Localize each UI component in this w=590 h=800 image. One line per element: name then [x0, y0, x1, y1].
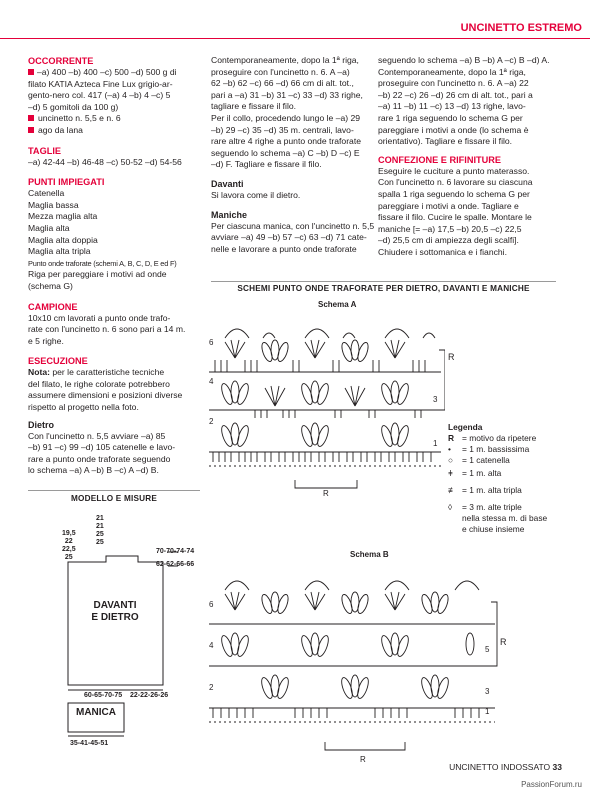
armhole-length-label: 62-62-66-66: [156, 561, 195, 568]
right-line: rare 1 riga seguendo lo schema G per: [378, 112, 523, 123]
left-column: [28, 55, 203, 477]
chain-arches-row-6: [225, 329, 435, 338]
chain-icon: ○: [448, 455, 454, 465]
schema-a-diagram: [205, 310, 445, 500]
row-number: 5: [485, 645, 490, 654]
confezione-line: Eseguire le cuciture a punto materasso.: [378, 165, 530, 176]
header-rule: [0, 38, 590, 39]
punti-item: Maglia alta tripla: [28, 246, 91, 257]
confezione-line: maniche [= –a) 17,5 –b) 20,5 –c) 22,5: [378, 223, 522, 234]
legend-item: ≢ = 1 m. alta tripla: [448, 485, 522, 495]
middle-line: –b) 29 –c) 35 –d) 35 m. centrali, lavo-: [211, 124, 354, 135]
middle-column: [211, 55, 381, 255]
middle-line: Per il collo, procedendo lungo le –a) 29: [211, 112, 361, 123]
sleeve-piece-label: MANICA: [76, 707, 116, 718]
right-line: –b) 22 –c) 26 –d) 26 cm di alt. tot., pari a: [378, 89, 533, 100]
dietro-line: Con l'uncinetto n. 5,5 avviare –a) 85: [28, 430, 166, 441]
schemi-section-title: SCHEMI PUNTO ONDE TRAFORATE PER DIETRO, DAVANTI E MANICHE: [237, 284, 530, 293]
schema-a-label: Schema A: [318, 300, 357, 309]
legend-item: ◊ = 3 m. alte triple: [448, 502, 522, 512]
maniche-line: Per ciascuna manica, con l'uncinetto n. 5,5: [211, 220, 375, 231]
occorrente-line: filato KATIA Azteca Fine Lux grigio-ar-: [28, 78, 173, 89]
punti-heading: PUNTI IMPIEGATI: [28, 177, 105, 188]
confezione-line: Con l'uncinetto n. 6 lavorare su ciascuna: [378, 177, 533, 188]
punti-item: Maglia alta doppia: [28, 234, 98, 245]
punti-item: Maglia bassa: [28, 199, 79, 210]
model-section-title: MODELLO E MISURE: [71, 494, 157, 503]
legend: [448, 422, 558, 535]
repeat-label: R: [323, 489, 329, 498]
row-number: 2: [209, 683, 214, 692]
fan-motifs-lower: [209, 423, 441, 462]
confezione-line: pareggiare i motivi a onde. Tagliare e: [378, 200, 519, 211]
punti-item: Maglia alta: [28, 222, 70, 233]
campione-line: e 5 righe.: [28, 335, 64, 346]
middle-line: proseguire con l'uncinetto n. 6. A –a): [211, 66, 350, 77]
fan-motifs-lower: [209, 675, 495, 718]
nota-line: rispetto al progetto nella foto.: [28, 402, 139, 413]
total-length-label: 70-70-74-74: [156, 548, 195, 555]
occorrente-item: uncinetto n. 5,5 e n. 6: [28, 113, 203, 125]
campione-heading: CAMPIONE: [28, 301, 78, 312]
legend-item: • = 1 m. bassissima: [448, 444, 530, 454]
body-piece-label: DAVANTI E DIETRO: [91, 600, 139, 623]
shoulder-width-label: 19,5 22 22,5 25: [62, 530, 76, 561]
punti-item: (schema G): [28, 280, 73, 291]
row-number: 1: [433, 439, 438, 448]
confezione-line: fissare il filo. Cucire le spalle. Montare le: [378, 212, 532, 223]
nota-label: Nota:: [28, 367, 50, 378]
tall-stitches-rows: [209, 360, 441, 418]
maniche-line: avviare –a) 49 –b) 57 –c) 63 –d) 71 cate-: [211, 232, 367, 243]
repeat-bracket-b-side: [491, 602, 497, 666]
body-width-label: 60-65-70-75: [84, 692, 123, 699]
double-crochet-icon: ǂ: [448, 468, 453, 478]
schema-b-diagram: [205, 562, 505, 772]
right-line: Contemporaneamente, dopo la 1ª riga,: [378, 66, 526, 77]
confezione-line: –d) 25,5 cm di ampiezza degli scalfi].: [378, 235, 519, 246]
taglie-heading: TAGLIE: [28, 145, 62, 156]
repeat-bracket-a: [295, 480, 357, 488]
middle-line: rare altre 4 righe a punto onde traforate: [211, 136, 362, 147]
chain-arches-row-6: [225, 581, 479, 590]
bullet-icon: [28, 127, 34, 133]
schemi-rule: [211, 281, 556, 282]
middle-line: pari a –a) 31 –b) 31 –c) 33 –d) 33 righe,: [211, 89, 363, 100]
middle-line: –d) F. Tagliare e fissare il filo.: [211, 159, 322, 170]
nota-line: assumere dimensioni e posizioni diverse: [28, 390, 183, 401]
middle-line: 62 –b) 62 –c) 66 –d) 66 cm di alt. tot.,: [211, 78, 354, 89]
neck-width-label: 21 21 25 25: [96, 515, 104, 546]
legend-item: R = motivo da ripetere: [448, 433, 537, 443]
punti-item: Mezza maglia alta: [28, 211, 98, 222]
campione-line: 10x10 cm lavorati a punto onde trafo-: [28, 312, 171, 323]
maniche-heading: Maniche: [211, 209, 248, 220]
section-tag: UNCINETTO ESTREMO: [460, 22, 582, 34]
occorrente-heading: OCCORRENTE: [28, 56, 94, 66]
middle-line: Contemporaneamente, dopo la 1ª riga,: [211, 55, 359, 65]
esecuzione-heading: ESECUZIONE: [28, 356, 88, 367]
row-number: 4: [209, 641, 214, 650]
dietro-line: rare a punto onde traforate seguendo: [28, 453, 171, 464]
row-number: 3: [433, 395, 438, 404]
triple-crochet-icon: ≢: [448, 485, 457, 495]
dietro-line: lo schema –a) A –b) B –c) A –d) B.: [28, 465, 159, 476]
footer: [449, 762, 562, 772]
nota-line: del filato, le righe colorate potrebbero: [28, 378, 170, 389]
davanti-text: Si lavora come il dietro.: [211, 189, 301, 200]
occorrente-line: –a) 400 –b) 400 –c) 500 –d) 500 g di: [28, 67, 203, 79]
fan-motifs-middle: [209, 633, 495, 666]
watermark: PassionForum.ru: [521, 780, 582, 789]
dietro-heading: Dietro: [28, 419, 55, 430]
right-line: seguendo lo schema –a) B –b) A –c) B –d) A.: [378, 55, 550, 65]
fan-motifs-upper: [225, 340, 405, 363]
nota-line: Nota: per le caratteristiche tecniche: [28, 367, 165, 378]
row-number: 6: [209, 600, 214, 609]
row-number: 1: [485, 707, 490, 716]
legend-item: nella stessa m. di base: [462, 513, 548, 523]
confezione-line: Chiudere i sottomanica e i fianchi.: [378, 246, 507, 257]
right-line: –a) 11 –b) 11 –c) 13 –d) 13 righe, lavo-: [378, 101, 526, 112]
row-number: 3: [485, 687, 490, 696]
row-number: 2: [209, 417, 214, 426]
legend-item: ǂ = 1 m. alta: [448, 468, 502, 478]
confezione-line: spalla 1 riga seguendo lo schema G per: [378, 188, 530, 199]
repeat-bracket-a-side: [439, 350, 445, 410]
occorrente-item: ago da lana: [28, 125, 203, 137]
magazine-name: UNCINETTO INDOSSATO: [449, 762, 551, 772]
right-column: [378, 55, 556, 259]
right-line: proseguire con l'uncinetto n. 6. A –a) 22: [378, 78, 529, 89]
row-number: 6: [209, 338, 214, 347]
davanti-heading: Davanti: [211, 178, 244, 189]
occorrente-line: –d) 5 gomitoli da 100 g): [28, 101, 119, 112]
right-line: pareggiare i motivi a onde (lo schema è: [378, 124, 529, 135]
right-line: orientativo). Tagliare e fissare il filo.: [378, 136, 513, 147]
repeat-label-b-side: R: [500, 637, 507, 647]
punti-item: Riga per pareggiare i motivi ad onde: [28, 269, 167, 280]
occorrente-line: gento-nero col. 417 (–a) 4 –b) 4 –c) 5: [28, 90, 171, 101]
legend-title: Legenda: [448, 422, 483, 432]
campione-line: rate con l'uncinetto n. 6 sono pari a 14 m.: [28, 324, 186, 335]
punti-item: Punto onde traforate (schemi A, B, C, D, E ed F): [28, 258, 177, 268]
red-square-icon: [28, 69, 34, 75]
middle-line: seguendo lo schema –a) C –b) D –c) E: [211, 147, 360, 158]
punti-item: Catenella: [28, 188, 65, 199]
schema-b-label: Schema B: [350, 550, 389, 559]
cluster-icon: ◊: [448, 502, 453, 512]
legend-item: e chiuse insieme: [462, 524, 525, 534]
model-rule: [28, 490, 200, 491]
taglie-text: –a) 42-44 –b) 46-48 –c) 50-52 –d) 54-56: [28, 156, 182, 167]
row-number: 4: [209, 377, 214, 386]
maniche-line: nelle e lavorare a punto onde traforate: [211, 243, 357, 254]
middle-line: tagliare e fissare il filo.: [211, 101, 297, 112]
repeat-label: R: [360, 755, 366, 764]
repeat-bracket-b: [325, 742, 405, 750]
fan-motifs-upper: [209, 592, 495, 624]
slip-stitch-icon: •: [448, 444, 451, 454]
repeat-label-a-side: R: [448, 352, 455, 362]
confezione-heading: CONFEZIONE E RIFINITURE: [378, 154, 502, 165]
sleeve-width-label: 35-41-45-51: [70, 740, 109, 747]
sleeve-length-label: 22-22-26-26: [130, 692, 169, 699]
legend-item: ○ = 1 catenella: [448, 455, 510, 465]
bullet-icon: [28, 115, 34, 121]
page-number: 33: [552, 762, 562, 772]
dietro-line: –b) 91 –c) 99 –d) 105 catenelle e lavo-: [28, 442, 176, 453]
